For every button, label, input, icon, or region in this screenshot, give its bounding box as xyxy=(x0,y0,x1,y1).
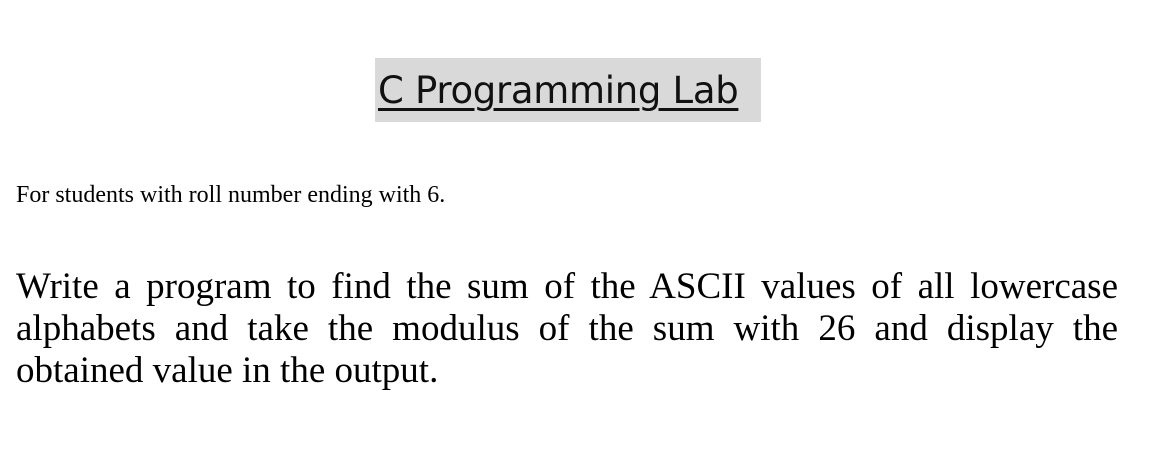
title-box xyxy=(375,58,761,122)
student-note: For students with roll number ending with 6. xyxy=(16,182,446,208)
page-title: C Programming Lab xyxy=(378,69,739,112)
task-description: Write a program to find the sum of the ASCII values of all lowercase alphabets and take the modulus of the sum with 26 and display the obtained value in the output. xyxy=(16,266,1118,391)
